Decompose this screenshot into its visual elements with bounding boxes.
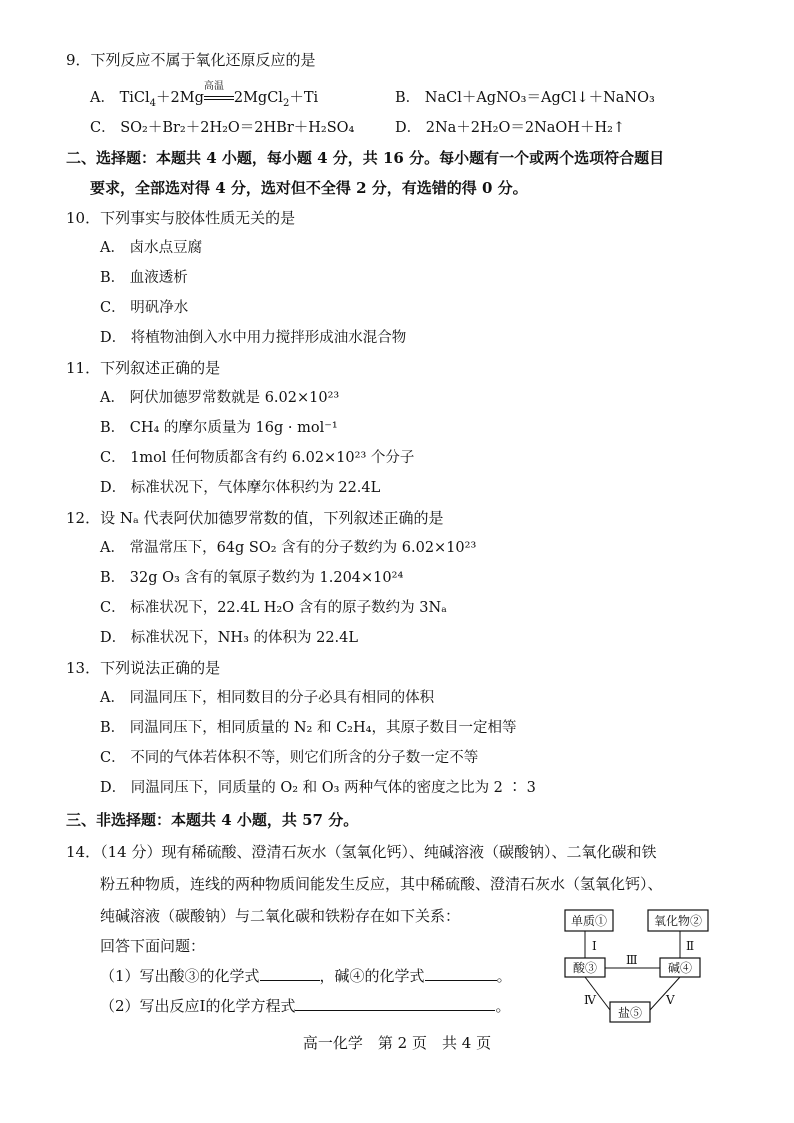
box-element-label: 单质① <box>570 914 608 928</box>
label-IV: Ⅳ <box>584 993 596 1007</box>
q9-stem: 9．下列反应不属于氧化还原反应的是 <box>66 51 316 69</box>
q9-a-part4: ＋Ti <box>289 90 319 106</box>
q13-option-c: C． 不同的气体若体积不等，则它们所含的分子数一定不等 <box>100 750 479 766</box>
section2-line2: 要求，全部选对得 4 分，选对但不全得 2 分，有选错的得 0 分。 <box>90 179 528 197</box>
q14-line4: 回答下面问题： <box>100 937 206 955</box>
q9-a-sub2: 2 <box>282 97 290 109</box>
answer-blank-base[interactable] <box>425 966 497 981</box>
q9-option-c: C． SO₂＋Br₂＋2H₂O＝2HBr＋H₂SO₄ <box>90 120 355 136</box>
q9-option-b: B． NaCl＋AgNO₃＝AgCl↓＋NaNO₃ <box>395 90 655 106</box>
label-III: Ⅲ <box>626 953 638 967</box>
q13-option-a: A． 同温同压下，相同数目的分子必具有相同的体积 <box>100 690 435 706</box>
q14-subq2-text: （2）写出反应Ⅰ的化学方程式 <box>100 997 296 1015</box>
q10-option-b: B． 血液透析 <box>100 270 188 286</box>
q10-option-c: C． 明矾净水 <box>100 300 189 316</box>
box-base-label: 碱④ <box>667 961 693 975</box>
q9-a-sub1: 4 <box>149 97 156 109</box>
q13-option-b: B． 同温同压下，相同质量的 N₂ 和 C₂H₄，其原子数目一定相等 <box>100 720 517 736</box>
q9-a-part3: 2MgCl <box>233 90 283 106</box>
q11-option-b: B． CH₄ 的摩尔质量为 16g · mol⁻¹ <box>100 420 338 436</box>
label-I: Ⅰ <box>592 939 597 953</box>
q12-option-c: C． 标准状况下，22.4L H₂O 含有的原子数约为 3Nₐ <box>100 600 447 616</box>
answer-blank-equation[interactable] <box>295 996 495 1011</box>
q14-subq1 <box>100 966 512 986</box>
q12-option-b: B． 32g O₃ 含有的氧原子数约为 1.204×10²⁴ <box>100 570 404 586</box>
section3-heading: 三、非选择题：本题共 4 小题，共 57 分。 <box>66 811 359 829</box>
label-V: Ⅴ <box>666 993 675 1007</box>
q14-line3: 纯碱溶液（碳酸钠）与二氧化碳和铁粉存在如下关系： <box>100 907 461 925</box>
q9-option-a <box>90 81 319 114</box>
q10-option-a: A． 卤水点豆腐 <box>100 240 203 256</box>
q14-subq2 <box>100 996 511 1016</box>
link-V <box>650 977 680 1010</box>
q14-subq1-text1: （1）写出酸③的化学式 <box>100 967 260 985</box>
section2-line1: 二、选择题：本题共 4 小题，每小题 4 分，共 16 分。每小题有一个或两个选项符合题目 <box>66 149 665 167</box>
box-oxide-label: 氧化物② <box>653 914 703 928</box>
q11-stem: 11．下列叙述正确的是 <box>66 359 221 377</box>
q14-subq2-end: 。 <box>495 997 511 1015</box>
q14-subq1-end: 。 <box>496 967 512 985</box>
relation-diagram <box>548 908 728 1028</box>
q12-option-a: A． 常温常压下，64g SO₂ 含有的分子数约为 6.02×10²³ <box>100 540 477 556</box>
q12-option-d: D． 标准状况下，NH₃ 的体积为 22.4L <box>100 630 359 646</box>
q11-option-c: C． 1mol 任何物质都含有约 6.02×10²³ 个分子 <box>100 450 415 466</box>
box-salt-label: 盐⑤ <box>617 1006 643 1020</box>
q9-a-part1: A． TiCl <box>90 90 150 106</box>
q13-option-d: D． 同温同压下，同质量的 O₂ 和 O₃ 两种气体的密度之比为 2 ∶ 3 <box>100 780 536 796</box>
q14-subq1-text2: ，碱④的化学式 <box>319 967 425 985</box>
page-footer: 高一化学 第 2 页 共 4 页 <box>302 1034 492 1052</box>
answer-blank-acid[interactable] <box>260 966 320 981</box>
box-acid-label: 酸③ <box>572 961 598 975</box>
q9-option-d: D． 2Na＋2H₂O＝2NaOH＋H₂↑ <box>395 120 626 136</box>
label-II: Ⅱ <box>686 939 695 953</box>
q12-stem: 12．设 Nₐ 代表阿伏加德罗常数的值，下列叙述正确的是 <box>66 509 444 527</box>
q9-a-part2: ＋2Mg <box>156 90 204 106</box>
q11-option-d: D． 标准状况下，气体摩尔体积约为 22.4L <box>100 480 381 496</box>
q10-stem: 10．下列事实与胶体性质无关的是 <box>66 209 296 227</box>
q14-line2: 粉五种物质，连线的两种物质间能发生反应，其中稀硫酸、澄清石灰水（氢氧化钙）、 <box>100 875 663 893</box>
condition-label: 高温 <box>203 81 224 92</box>
q11-option-a: A． 阿伏加德罗常数就是 6.02×10²³ <box>100 390 340 406</box>
reaction-condition <box>203 81 234 108</box>
q14-line1: 14．（14 分）现有稀硫酸、澄清石灰水（氢氧化钙）、纯碱溶液（碳酸钠）、二氧化碳和铁 <box>66 843 657 861</box>
q13-stem: 13．下列说法正确的是 <box>66 659 221 677</box>
q10-option-d: D． 将植物油倒入水中用力搅拌形成油水混合物 <box>100 330 407 346</box>
